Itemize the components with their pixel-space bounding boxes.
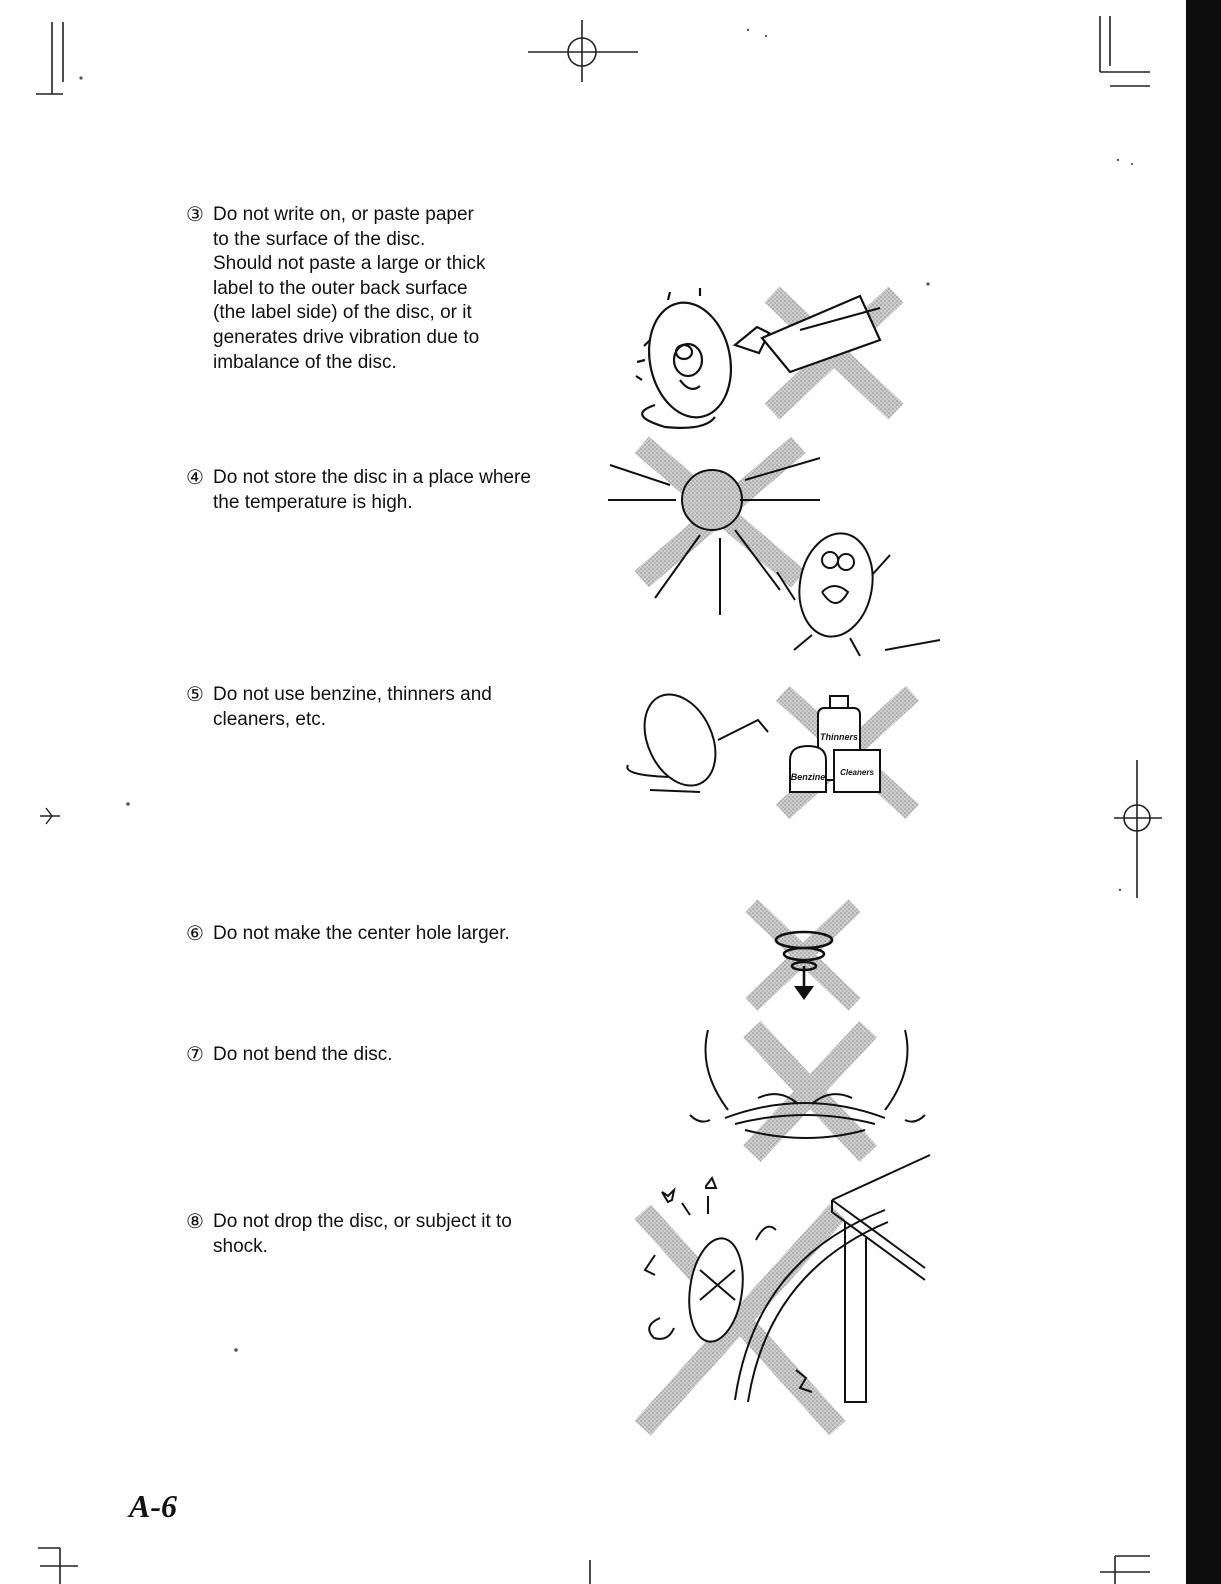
instruction-line: Do not bend the disc. — [213, 1044, 393, 1065]
disc-solvents-illustration — [627, 683, 905, 805]
instruction-line: Do not use benzine, thinners and — [213, 684, 492, 705]
instruction-line: generates drive vibration due to — [213, 326, 480, 348]
instruction-line: label to the outer back surface — [213, 277, 468, 299]
instruction-line: Do not make the center hole larger. — [213, 923, 510, 944]
bottle-label-cleaners: Cleaners — [840, 768, 874, 777]
instruction-line: Should not paste a large or thick — [213, 253, 486, 275]
item-marker: ③ — [186, 204, 204, 226]
disc-dropping-illustration — [645, 1155, 930, 1420]
instruction-line: imbalance of the disc. — [213, 351, 397, 373]
instruction-line: to the surface of the disc. — [213, 228, 426, 250]
instruction-line: shock. — [213, 1235, 268, 1257]
instruction-line: Do not write on, or paste paper — [213, 204, 474, 225]
disc-hot-sun-illustration — [608, 452, 940, 656]
center-hole-drill-illustration — [758, 912, 848, 1000]
page-number: A-6 — [129, 1488, 177, 1524]
disc-writing-on-label-illustration — [636, 288, 888, 428]
item-marker: ⑥ — [186, 923, 204, 945]
item-marker: ⑤ — [186, 684, 204, 706]
item-marker: ⑦ — [186, 1044, 204, 1066]
instruction-line: (the label side) of the disc, or it — [213, 302, 472, 324]
instruction-line: cleaners, etc. — [213, 708, 326, 730]
item-marker: ④ — [186, 467, 204, 489]
instruction-line: the temperature is high. — [213, 491, 413, 513]
instruction-line: Do not store the disc in a place where — [213, 467, 531, 488]
bottle-label-benzine: Benzine — [790, 772, 826, 782]
disc-bending-illustration — [690, 1030, 925, 1145]
bottle-label-thinners: Thinners — [819, 732, 859, 742]
instruction-line: Do not drop the disc, or subject it to — [213, 1211, 512, 1232]
item-marker: ⑧ — [186, 1211, 204, 1233]
